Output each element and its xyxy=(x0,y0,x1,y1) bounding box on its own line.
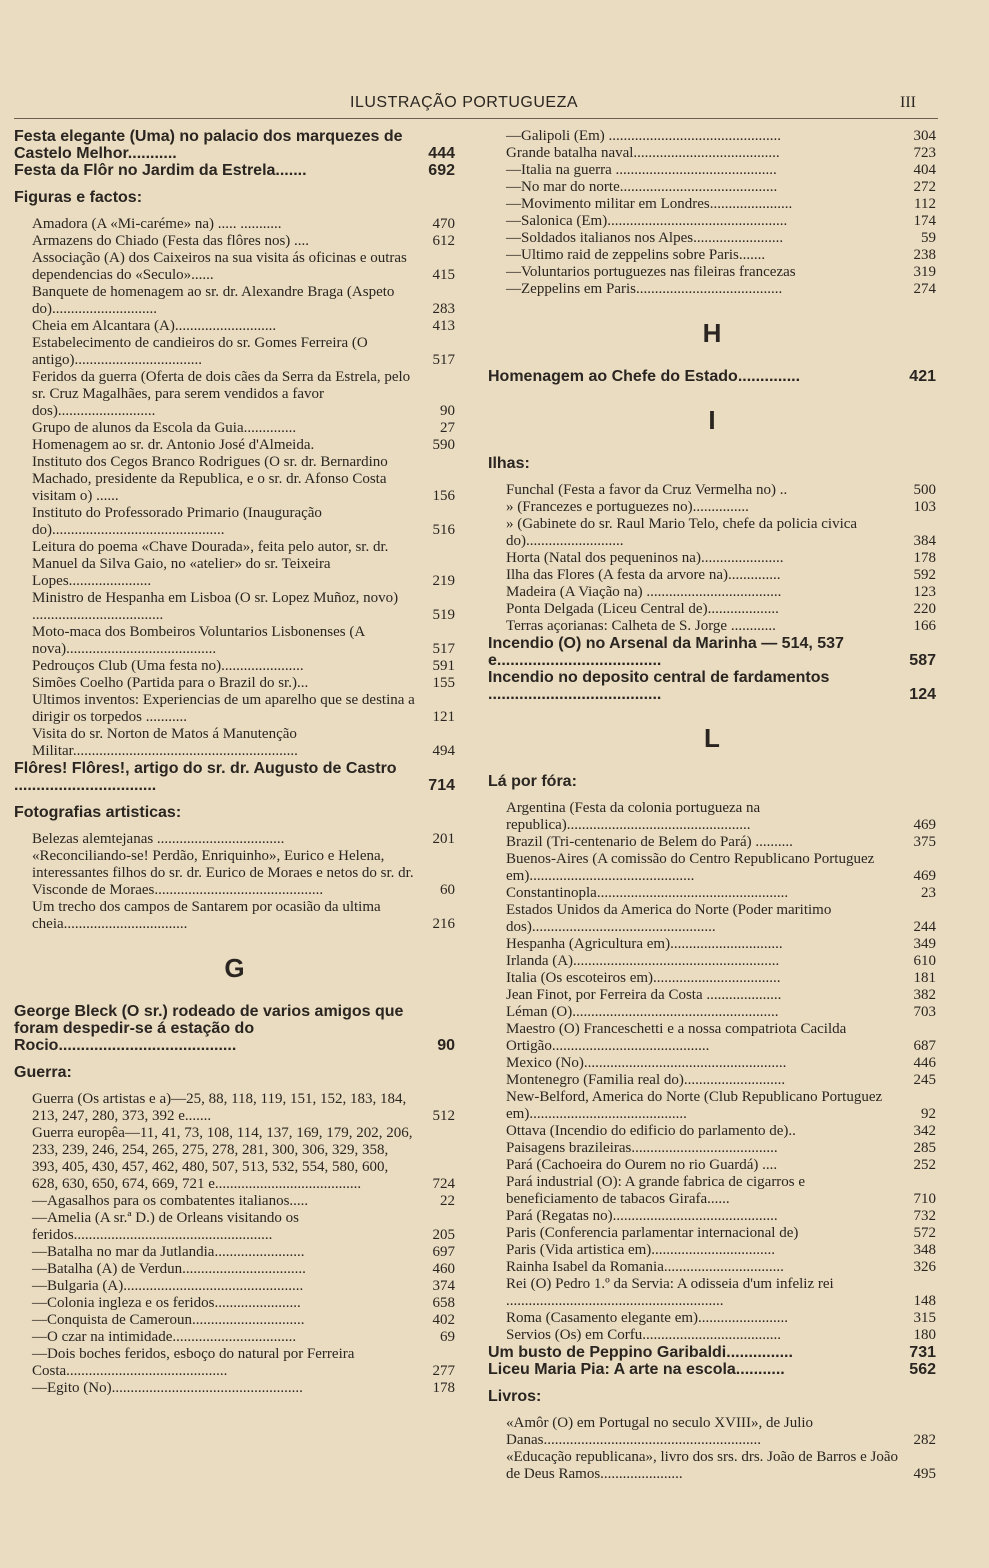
entry-page-number: 252 xyxy=(913,1157,936,1173)
entry-text: Paisagens brazileiras....................................... xyxy=(506,1140,778,1156)
index-entry xyxy=(14,899,455,933)
entry-page-number: 562 xyxy=(909,1361,936,1378)
entry-text: Ministro de Hespanha em Lisboa (O sr. Lopez Muñoz, novo) ................................... xyxy=(32,590,399,623)
entry-text: Servios (Os) em Corfu..................................... xyxy=(506,1327,781,1343)
index-entry xyxy=(14,1346,455,1380)
index-entry xyxy=(14,216,455,233)
entry-text: Amadora (A «Mi-caréme» na) ..... ........... xyxy=(32,216,282,232)
entry-text: Guerra (Os artistas e a)—25, 88, 118, 119, 151, 152, 183, 184, 213, 247, 280, 373, 392 e....... xyxy=(32,1091,407,1124)
entry-text: Argentina (Festa da colonia portugueza na republica)................................................. xyxy=(506,800,761,833)
entry-page-number: 446 xyxy=(913,1055,936,1071)
entry-page-number: 342 xyxy=(913,1123,936,1139)
entry-page-number: 245 xyxy=(913,1072,936,1088)
page-number: III xyxy=(900,94,916,111)
entry-page-number: 59 xyxy=(921,230,936,246)
section-heading: Livros: xyxy=(488,1388,542,1405)
entry-text: Ultimos inventos: Experiencias de um aparelho que se destina a dirigir os torpedos ........... xyxy=(32,692,415,725)
index-entry-bold xyxy=(488,1361,936,1378)
entry-text: Um busto de Peppino Garibaldi............... xyxy=(488,1344,793,1361)
index-entry xyxy=(488,196,936,213)
entry-page-number: 244 xyxy=(913,919,936,935)
entry-text: Homenagem ao Chefe do Estado.............. xyxy=(488,368,801,385)
index-entry xyxy=(14,658,455,675)
entry-text: —Batalha (A) de Verdun................................. xyxy=(32,1261,306,1277)
entry-page-number: 92 xyxy=(921,1106,936,1122)
right-column xyxy=(488,128,936,1483)
entry-text: Pará industrial (O): A grande fabrica de cigarros e beneficiamento de tabacos Girafa...... xyxy=(506,1174,806,1207)
entry-page-number: 148 xyxy=(913,1293,936,1309)
index-entry xyxy=(14,284,455,318)
index-entry xyxy=(488,179,936,196)
index-entry xyxy=(488,482,936,499)
entry-text: «Reconciliando-se! Perdão, Enriquinho», Eurico e Helena, interessantes filhos do sr. dr. Eurico de Moraes e netos do sr. dr. Visconde de Moraes............................................. xyxy=(32,848,414,898)
entry-page-number: 22 xyxy=(440,1193,455,1209)
entry-text: —Galipoli (Em) .............................................. xyxy=(506,128,781,144)
entry-page-number: 375 xyxy=(913,834,936,850)
entry-text: » (Francezes e portuguezes no)............... xyxy=(506,499,749,515)
index-entry xyxy=(14,539,455,590)
entry-page-number: 732 xyxy=(913,1208,936,1224)
index-entry xyxy=(488,247,936,264)
entry-text: —Amelia (A sr.ª D.) de Orleans visitando os feridos..................................................... xyxy=(32,1210,300,1243)
index-entry xyxy=(488,264,936,281)
entry-page-number: 469 xyxy=(913,817,936,833)
index-entry xyxy=(488,618,936,635)
entry-page-number: 277 xyxy=(432,1363,455,1379)
entry-page-number: 402 xyxy=(432,1312,455,1328)
index-entry xyxy=(14,1312,455,1329)
index-entry xyxy=(488,1449,936,1483)
entry-page-number: 319 xyxy=(913,264,936,280)
index-entry xyxy=(14,318,455,335)
index-entry xyxy=(488,953,936,970)
entry-page-number: 517 xyxy=(432,352,455,368)
entry-page-number: 69 xyxy=(440,1329,455,1345)
entry-text: Pedrouços Club (Uma festa no)...................... xyxy=(32,658,304,674)
index-entry xyxy=(14,454,455,505)
entry-page-number: 572 xyxy=(913,1225,936,1241)
entry-text: Constantinopla................................................... xyxy=(506,885,789,901)
entry-text: Flôres! Flôres!, artigo do sr. dr. Augusto de Castro ................................ xyxy=(14,760,397,794)
entry-text: —Colonia ingleza e os feridos....................... xyxy=(32,1295,301,1311)
entry-text: Pará (Regatas no)............................................ xyxy=(506,1208,778,1224)
index-entry xyxy=(488,1208,936,1225)
entry-text: —Voluntarios portuguezes nas fileiras francezas xyxy=(506,264,796,280)
entry-page-number: 238 xyxy=(913,247,936,263)
left-column xyxy=(14,128,455,1397)
entry-page-number: 219 xyxy=(432,573,455,589)
index-entry xyxy=(488,1327,936,1344)
entry-page-number: 697 xyxy=(432,1244,455,1260)
entry-text: Visita do sr. Norton de Matos á Manutenção Militar............................................................ xyxy=(32,726,298,759)
index-entry xyxy=(14,233,455,250)
entry-text: Liceu Maria Pia: A arte na escola........... xyxy=(488,1361,785,1378)
index-entry xyxy=(488,936,936,953)
index-entry xyxy=(488,584,936,601)
entry-page-number: 714 xyxy=(428,777,455,794)
entry-page-number: 587 xyxy=(909,652,936,669)
entry-text: Instituto do Professorado Primario (Inauguração do).............................................. xyxy=(32,505,322,538)
entry-page-number: 723 xyxy=(913,145,936,161)
index-letter-heading: I xyxy=(708,405,716,435)
entry-page-number: 470 xyxy=(432,216,455,232)
entry-page-number: 205 xyxy=(432,1227,455,1243)
entry-page-number: 731 xyxy=(909,1344,936,1361)
index-entry xyxy=(488,1225,936,1242)
entry-page-number: 658 xyxy=(432,1295,455,1311)
entry-page-number: 181 xyxy=(913,970,936,986)
entry-page-number: 156 xyxy=(432,488,455,504)
entry-text: Funchal (Festa a favor da Cruz Vermelha no) .. xyxy=(506,482,788,498)
entry-page-number: 512 xyxy=(432,1108,455,1124)
entry-page-number: 591 xyxy=(432,658,455,674)
entry-page-number: 90 xyxy=(440,403,455,419)
entry-text: Montenegro (Familia real do)........................... xyxy=(506,1072,786,1088)
index-entry-bold xyxy=(488,1344,936,1361)
index-entry-bold xyxy=(14,1003,455,1054)
index-entry xyxy=(488,1004,936,1021)
entry-text: New-Belford, America do Norte (Club Republicano Portuguez em).......................................... xyxy=(506,1089,883,1122)
index-entry xyxy=(488,1259,936,1276)
entry-text: Cheia em Alcantara (A)........................... xyxy=(32,318,277,334)
entry-text: «Amôr (O) em Portugal no seculo XVIII», de Julio Danas.......................................................... xyxy=(506,1415,814,1448)
entry-page-number: 220 xyxy=(913,601,936,617)
entry-text: —Agasalhos para os combatentes italianos..... xyxy=(32,1193,309,1209)
index-entry-bold xyxy=(488,368,936,385)
entry-text: —Salonica (Em)................................................ xyxy=(506,213,788,229)
entry-page-number: 724 xyxy=(432,1176,455,1192)
index-entry xyxy=(488,1157,936,1174)
entry-text: Brazil (Tri-centenario de Belem do Pará) .......... xyxy=(506,834,793,850)
entry-text: Incendio no deposito central de fardamentos ....................................... xyxy=(488,669,830,703)
index-entry xyxy=(488,800,936,834)
entry-page-number: 216 xyxy=(432,916,455,932)
index-entry xyxy=(488,851,936,885)
index-entry xyxy=(488,499,936,516)
entry-text: Moto-maca dos Bombeiros Voluntarios Lisbonenses (A nova)........................................ xyxy=(32,624,365,657)
entry-text: —Ultimo raid de zeppelins sobre Paris....... xyxy=(506,247,766,263)
entry-page-number: 304 xyxy=(913,128,936,144)
index-entry xyxy=(14,848,455,899)
entry-page-number: 469 xyxy=(913,868,936,884)
entry-page-number: 315 xyxy=(913,1310,936,1326)
entry-page-number: 60 xyxy=(440,882,455,898)
index-entry xyxy=(488,1123,936,1140)
index-entry xyxy=(488,1174,936,1208)
entry-text: Mexico (No)...................................................... xyxy=(506,1055,787,1071)
index-entry xyxy=(488,1310,936,1327)
entry-page-number: 174 xyxy=(913,213,936,229)
entry-text: Belezas alemtejanas .................................. xyxy=(32,831,285,847)
index-entry xyxy=(14,420,455,437)
entry-text: —Bulgaria (A)................................................ xyxy=(32,1278,304,1294)
entry-text: Instituto dos Cegos Branco Rodrigues (O sr. dr. Bernardino Machado, presidente da Republica, e o sr. dr. Afonso Costa visitam o) ...... xyxy=(32,454,388,504)
entry-page-number: 121 xyxy=(432,709,455,725)
entry-page-number: 326 xyxy=(913,1259,936,1275)
entry-text: Estabelecimento de candieiros do sr. Gomes Ferreira (O antigo).................................. xyxy=(32,335,368,368)
entry-page-number: 495 xyxy=(913,1466,936,1482)
entry-text: Pará (Cachoeira do Ourem no rio Guardá) .... xyxy=(506,1157,778,1173)
entry-text: Terras açorianas: Calheta de S. Jorge ............ xyxy=(506,618,776,634)
entry-text: » (Gabinete do sr. Raul Mario Telo, chefe da policia civica do).......................... xyxy=(506,516,858,549)
section-heading: Figuras e factos: xyxy=(14,189,143,206)
entry-text: Leitura do poema «Chave Dourada», feita pelo autor, sr. dr. Manuel da Silva Gaio, no «atelier» do sr. Teixeira Lopes...................... xyxy=(32,539,389,589)
entry-page-number: 90 xyxy=(437,1037,455,1054)
index-entry xyxy=(488,1021,936,1055)
index-entry xyxy=(14,831,455,848)
entry-text: Hespanha (Agricultura em).............................. xyxy=(506,936,783,952)
index-entry xyxy=(14,1244,455,1261)
index-entry xyxy=(488,230,936,247)
entry-page-number: 23 xyxy=(921,885,936,901)
entry-text: Paris (Vida artistica em)................................. xyxy=(506,1242,776,1258)
entry-page-number: 348 xyxy=(913,1242,936,1258)
index-entry-bold xyxy=(488,635,936,669)
entry-text: Festa da Flôr no Jardim da Estrela....... xyxy=(14,162,307,179)
index-entry xyxy=(488,1072,936,1089)
index-entry xyxy=(488,987,936,1004)
entry-page-number: 612 xyxy=(432,233,455,249)
entry-text: Incendio (O) no Arsenal da Marinha — 514, 537 e..................................... xyxy=(488,635,844,669)
entry-text: Grupo de alunos da Escola da Guia.............. xyxy=(32,420,297,436)
index-entry xyxy=(14,1210,455,1244)
entry-text: Italia (Os escoteiros em).................................. xyxy=(506,970,781,986)
section-heading: Guerra: xyxy=(14,1064,72,1081)
entry-text: —Soldados italianos nos Alpes........................ xyxy=(506,230,784,246)
entry-text: Simões Coelho (Partida para o Brazil do sr.)... xyxy=(32,675,309,691)
index-entry xyxy=(488,970,936,987)
index-entry xyxy=(488,601,936,618)
index-entry xyxy=(488,1089,936,1123)
entry-page-number: 500 xyxy=(913,482,936,498)
entry-page-number: 282 xyxy=(913,1432,936,1448)
index-entry xyxy=(488,128,936,145)
entry-text: Armazens do Chiado (Festa das flôres nos) .... xyxy=(32,233,310,249)
index-entry xyxy=(14,335,455,369)
entry-text: «Educação republicana», livro dos srs. drs. João de Barros e João de Deus Ramos...................... xyxy=(506,1449,898,1482)
entry-page-number: 374 xyxy=(432,1278,455,1294)
entry-text: Festa elegante (Uma) no palacio dos marquezes de Castelo Melhor........... xyxy=(14,128,403,162)
index-entry xyxy=(14,505,455,539)
entry-page-number: 180 xyxy=(913,1327,936,1343)
entry-page-number: 516 xyxy=(432,522,455,538)
page-header xyxy=(0,92,989,118)
index-entry xyxy=(488,145,936,162)
entry-text: —Movimento militar em Londres...................... xyxy=(506,196,793,212)
index-entry xyxy=(488,885,936,902)
entry-page-number: 687 xyxy=(913,1038,936,1054)
entry-page-number: 415 xyxy=(432,267,455,283)
index-entry xyxy=(14,1278,455,1295)
entry-text: —Conquista de Cameroun.............................. xyxy=(32,1312,305,1328)
entry-text: George Bleck (O sr.) rodeado de varios amigos que foram despedir-se á estação do Rocio........................................ xyxy=(14,1003,404,1054)
entry-text: Jean Finot, por Ferreira da Costa .................... xyxy=(506,987,782,1003)
entry-page-number: 460 xyxy=(432,1261,455,1277)
index-entry xyxy=(488,1055,936,1072)
entry-text: Homenagem ao sr. dr. Antonio José d'Almeida. xyxy=(32,437,315,453)
entry-page-number: 103 xyxy=(913,499,936,515)
entry-page-number: 27 xyxy=(440,420,455,436)
entry-page-number: 349 xyxy=(913,936,936,952)
entry-page-number: 692 xyxy=(428,162,455,179)
index-entry xyxy=(14,1193,455,1210)
entry-page-number: 124 xyxy=(909,686,936,703)
entry-page-number: 123 xyxy=(913,584,936,600)
index-entry xyxy=(14,1261,455,1278)
entry-text: Ponta Delgada (Liceu Central de)................... xyxy=(506,601,779,617)
entry-page-number: 404 xyxy=(913,162,936,178)
entry-page-number: 413 xyxy=(432,318,455,334)
entry-text: —No mar do norte.......................................... xyxy=(506,179,778,195)
running-title: ILUSTRAÇÃO PORTUGUEZA xyxy=(350,94,579,111)
entry-text: —O czar na intimidade................................. xyxy=(32,1329,297,1345)
entry-text: Buenos-Aires (A comissão do Centro Republicano Portuguez em)............................................ xyxy=(506,851,875,884)
entry-text: —Batalha no mar da Jutlandia........................ xyxy=(32,1244,305,1260)
section-heading: Lá por fóra: xyxy=(488,773,577,790)
index-entry xyxy=(488,834,936,851)
index-entry xyxy=(14,675,455,692)
entry-text: Ottava (Incendio do edificio do parlamento de).. xyxy=(506,1123,796,1139)
index-entry xyxy=(14,1125,455,1193)
index-letter-heading: L xyxy=(704,723,720,753)
entry-text: Guerra europêa—11, 41, 73, 108, 114, 137, 169, 179, 202, 206, 233, 239, 246, 254, 265, 275, 278, 281, 300, 306, 329, 358, 393, 405, 430, 457, 462, 480, 507, 513, 532, 554, 580, 600, 628, 630, 650, 674, 669, 721 e....................................... xyxy=(32,1125,413,1192)
index-entry xyxy=(14,1091,455,1125)
index-entry xyxy=(488,550,936,567)
index-entry xyxy=(14,624,455,658)
index-entry xyxy=(14,250,455,284)
entry-text: Léman (O)....................................................... xyxy=(506,1004,779,1020)
index-entry xyxy=(488,1276,936,1310)
entry-text: —Zeppelins em Paris....................................... xyxy=(506,281,783,297)
index-entry xyxy=(488,162,936,179)
section-heading: Fotografias artisticas: xyxy=(14,804,182,821)
header-rule xyxy=(14,118,938,119)
entry-page-number: 201 xyxy=(432,831,455,847)
index-entry xyxy=(14,437,455,454)
index-entry xyxy=(14,726,455,760)
entry-page-number: 155 xyxy=(432,675,455,691)
entry-page-number: 494 xyxy=(432,743,455,759)
index-entry xyxy=(14,1380,455,1397)
entry-text: —Egito (No)................................................... xyxy=(32,1380,303,1396)
entry-text: Ilha das Flores (A festa da arvore na).............. xyxy=(506,567,781,583)
entry-page-number: 421 xyxy=(909,368,936,385)
entry-text: Paris (Conferencia parlamentar internacional de) xyxy=(506,1225,799,1241)
entry-page-number: 112 xyxy=(914,196,936,212)
index-entry xyxy=(14,1295,455,1312)
index-entry xyxy=(488,1242,936,1259)
section-heading: Ilhas: xyxy=(488,455,530,472)
entry-page-number: 590 xyxy=(432,437,455,453)
entry-text: Irlanda (A)....................................................... xyxy=(506,953,780,969)
entry-text: Maestro (O) Franceschetti e a nossa compatriota Cacilda Ortigão.......................................... xyxy=(506,1021,847,1054)
index-entry xyxy=(488,516,936,550)
entry-page-number: 517 xyxy=(432,641,455,657)
entry-text: Associação (A) dos Caixeiros na sua visita ás oficinas e outras dependencias do «Seculo»...... xyxy=(32,250,407,283)
entry-page-number: 384 xyxy=(913,533,936,549)
index-entry xyxy=(14,369,455,420)
entry-page-number: 703 xyxy=(913,1004,936,1020)
entry-text: Rainha Isabel da Romania................................ xyxy=(506,1259,784,1275)
index-entry xyxy=(488,902,936,936)
entry-text: Madeira (A Viação na) .................................... xyxy=(506,584,782,600)
entry-text: Roma (Casamento elegante em)........................ xyxy=(506,1310,789,1326)
entry-text: Um trecho dos campos de Santarem por ocasião da ultima cheia................................. xyxy=(32,899,381,932)
index-entry xyxy=(14,1329,455,1346)
index-entry xyxy=(488,567,936,584)
entry-page-number: 382 xyxy=(913,987,936,1003)
entry-text: Estados Unidos da America do Norte (Poder maritimo dos)................................................. xyxy=(506,902,832,935)
entry-page-number: 283 xyxy=(432,301,455,317)
index-entry xyxy=(488,1415,936,1449)
index-letter-heading: H xyxy=(702,318,722,348)
index-entry xyxy=(488,1140,936,1157)
entry-page-number: 710 xyxy=(913,1191,936,1207)
index-entry xyxy=(488,213,936,230)
entry-text: Feridos da guerra (Oferta de dois cães da Serra da Estrela, pelo sr. Cruz Magalhães, para serem vendidos a favor dos).......................... xyxy=(32,369,411,419)
entry-page-number: 178 xyxy=(432,1380,455,1396)
entry-text: Banquete de homenagem ao sr. dr. Alexandre Braga (Aspeto do)............................ xyxy=(32,284,395,317)
entry-page-number: 272 xyxy=(913,179,936,195)
entry-text: —Italia na guerra ........................................... xyxy=(506,162,777,178)
index-entry-bold xyxy=(14,162,455,179)
entry-text: —Dois boches feridos, esboço do natural por Ferreira Costa........................................... xyxy=(32,1346,355,1379)
entry-page-number: 610 xyxy=(913,953,936,969)
index-entry xyxy=(14,692,455,726)
entry-page-number: 166 xyxy=(913,618,936,634)
entry-page-number: 592 xyxy=(913,567,936,583)
entry-page-number: 444 xyxy=(428,145,455,162)
entry-page-number: 519 xyxy=(432,607,455,623)
entry-text: Grande batalha naval....................................... xyxy=(506,145,780,161)
index-entry-bold xyxy=(14,760,455,794)
entry-text: Rei (O) Pedro 1.º da Servia: A odisseia d'um infeliz rei .......................................................... xyxy=(506,1276,834,1309)
entry-page-number: 285 xyxy=(913,1140,936,1156)
index-letter-heading: G xyxy=(224,953,245,983)
index-entry xyxy=(488,281,936,298)
index-entry xyxy=(14,590,455,624)
index-entry-bold xyxy=(14,128,455,162)
index-entry-bold xyxy=(488,669,936,703)
entry-text: Horta (Natal dos pequeninos na)...................... xyxy=(506,550,784,566)
entry-page-number: 274 xyxy=(913,281,936,297)
entry-page-number: 178 xyxy=(913,550,936,566)
